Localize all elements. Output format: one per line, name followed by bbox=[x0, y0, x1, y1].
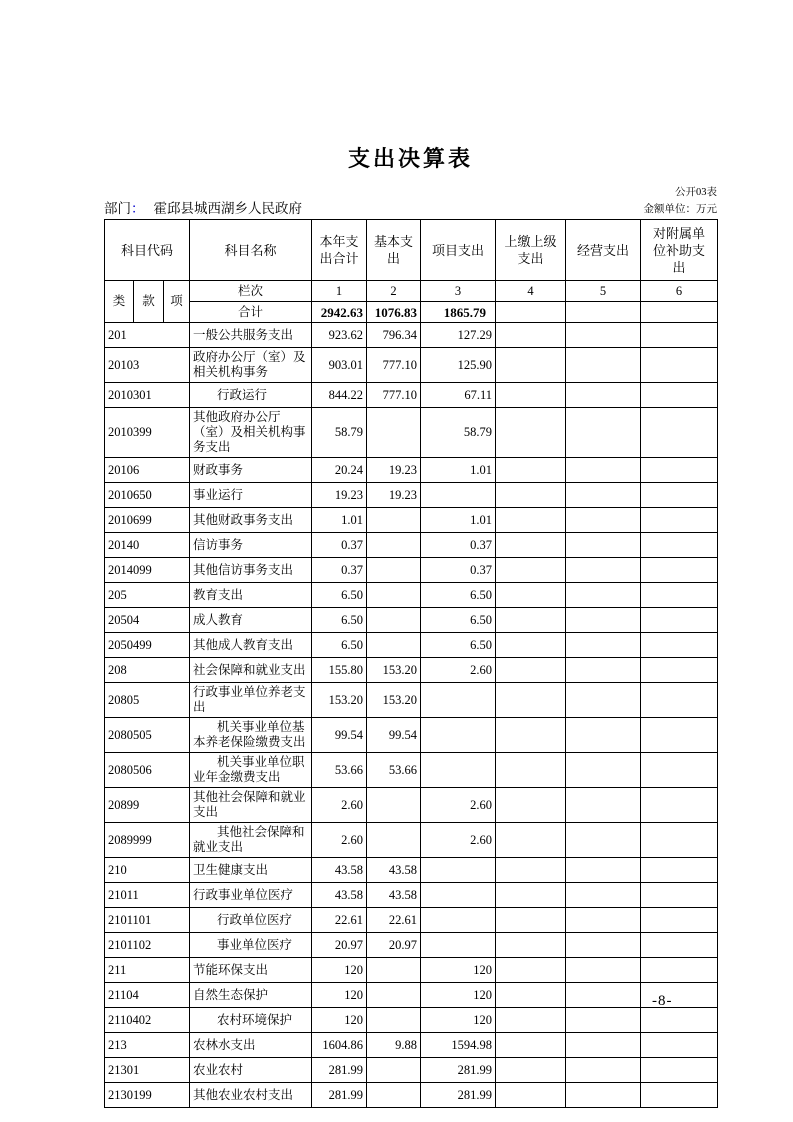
department-name: 霍邱县城西湖乡人民政府 bbox=[153, 201, 302, 216]
subject-name-cell: 农村环境保护 bbox=[190, 1008, 312, 1033]
column-number: 2 bbox=[367, 281, 421, 302]
value-cell bbox=[367, 1083, 421, 1108]
header-row-main bbox=[105, 220, 718, 281]
value-cell bbox=[566, 508, 641, 533]
subject-code-cell: 2050499 bbox=[105, 633, 190, 658]
table-row bbox=[105, 583, 718, 608]
value-cell: 6.50 bbox=[312, 583, 367, 608]
value-cell: 796.34 bbox=[367, 323, 421, 348]
subject-name-cell: 其他财政事务支出 bbox=[190, 508, 312, 533]
meta-row bbox=[104, 200, 717, 217]
value-cell bbox=[566, 323, 641, 348]
table-row bbox=[105, 558, 718, 583]
value-cell bbox=[496, 533, 566, 558]
value-cell: 99.54 bbox=[367, 718, 421, 753]
subject-name-cell: 其他成人教育支出 bbox=[190, 633, 312, 658]
subject-code-cell: 210 bbox=[105, 858, 190, 883]
header-code-item: 项 bbox=[164, 281, 190, 323]
value-cell bbox=[566, 408, 641, 458]
value-cell: 281.99 bbox=[312, 1058, 367, 1083]
subject-code-cell: 2010301 bbox=[105, 383, 190, 408]
value-cell: 155.80 bbox=[312, 658, 367, 683]
subject-code-cell: 211 bbox=[105, 958, 190, 983]
value-cell: 43.58 bbox=[367, 858, 421, 883]
value-cell bbox=[367, 983, 421, 1008]
value-cell bbox=[641, 608, 718, 633]
header-col-subsidy: 对附属单位补助支出 bbox=[641, 220, 718, 281]
value-cell: 281.99 bbox=[421, 1083, 496, 1108]
header-col-operating: 经营支出 bbox=[566, 220, 641, 281]
header-row-index bbox=[105, 281, 718, 302]
value-cell bbox=[496, 408, 566, 458]
value-cell: 6.50 bbox=[421, 633, 496, 658]
subject-code-cell: 2101101 bbox=[105, 908, 190, 933]
subject-name-cell: 自然生态保护 bbox=[190, 983, 312, 1008]
value-cell bbox=[496, 683, 566, 718]
subject-code-cell: 2101102 bbox=[105, 933, 190, 958]
value-cell bbox=[641, 323, 718, 348]
value-cell: 844.22 bbox=[312, 383, 367, 408]
value-cell: 0.37 bbox=[421, 558, 496, 583]
subject-code-cell: 2014099 bbox=[105, 558, 190, 583]
table-row bbox=[105, 508, 718, 533]
value-cell bbox=[566, 858, 641, 883]
value-cell bbox=[421, 683, 496, 718]
column-number: 3 bbox=[421, 281, 496, 302]
value-cell bbox=[566, 558, 641, 583]
subject-code-cell: 208 bbox=[105, 658, 190, 683]
value-cell bbox=[496, 348, 566, 383]
value-cell bbox=[566, 658, 641, 683]
value-cell: 20.97 bbox=[312, 933, 367, 958]
table-row bbox=[105, 933, 718, 958]
value-cell: 153.20 bbox=[312, 683, 367, 718]
subject-name-cell: 节能环保支出 bbox=[190, 958, 312, 983]
value-cell bbox=[641, 933, 718, 958]
value-cell bbox=[367, 633, 421, 658]
value-cell bbox=[421, 933, 496, 958]
subject-code-cell: 21104 bbox=[105, 983, 190, 1008]
subject-name-cell: 行政运行 bbox=[190, 383, 312, 408]
subject-code-cell: 2130199 bbox=[105, 1083, 190, 1108]
value-cell bbox=[641, 823, 718, 858]
table-row bbox=[105, 658, 718, 683]
total-value bbox=[641, 302, 718, 323]
total-value bbox=[496, 302, 566, 323]
value-cell bbox=[496, 1008, 566, 1033]
value-cell bbox=[566, 883, 641, 908]
value-cell: 120 bbox=[421, 958, 496, 983]
table-row bbox=[105, 958, 718, 983]
header-index-label: 栏次 bbox=[190, 281, 312, 302]
value-cell bbox=[566, 753, 641, 788]
subject-code-cell: 20106 bbox=[105, 458, 190, 483]
value-cell bbox=[421, 483, 496, 508]
value-cell: 58.79 bbox=[421, 408, 496, 458]
value-cell bbox=[367, 788, 421, 823]
header-col-annual-total: 本年支出合计 bbox=[312, 220, 367, 281]
table-row bbox=[105, 908, 718, 933]
value-cell bbox=[367, 408, 421, 458]
subject-name-cell: 其他信访事务支出 bbox=[190, 558, 312, 583]
value-cell bbox=[641, 753, 718, 788]
value-cell: 22.61 bbox=[367, 908, 421, 933]
value-cell bbox=[496, 823, 566, 858]
value-cell: 777.10 bbox=[367, 383, 421, 408]
value-cell: 53.66 bbox=[367, 753, 421, 788]
value-cell bbox=[367, 958, 421, 983]
value-cell: 1.01 bbox=[312, 508, 367, 533]
table-row bbox=[105, 533, 718, 558]
value-cell bbox=[566, 633, 641, 658]
table-row bbox=[105, 323, 718, 348]
subject-name-cell: 社会保障和就业支出 bbox=[190, 658, 312, 683]
value-cell: 99.54 bbox=[312, 718, 367, 753]
subject-code-cell: 21301 bbox=[105, 1058, 190, 1083]
value-cell: 127.29 bbox=[421, 323, 496, 348]
value-cell: 9.88 bbox=[367, 1033, 421, 1058]
value-cell bbox=[566, 933, 641, 958]
subject-code-cell: 20805 bbox=[105, 683, 190, 718]
value-cell: 1.01 bbox=[421, 508, 496, 533]
value-cell bbox=[496, 483, 566, 508]
table-row bbox=[105, 883, 718, 908]
subject-name-cell: 机关事业单位职业年金缴费支出 bbox=[190, 753, 312, 788]
value-cell bbox=[641, 583, 718, 608]
subject-name-cell: 农业农村 bbox=[190, 1058, 312, 1083]
document-content bbox=[104, 0, 717, 1108]
value-cell bbox=[421, 883, 496, 908]
value-cell: 777.10 bbox=[367, 348, 421, 383]
value-cell bbox=[496, 1058, 566, 1083]
table-row bbox=[105, 348, 718, 383]
value-cell bbox=[641, 718, 718, 753]
value-cell bbox=[641, 683, 718, 718]
value-cell bbox=[496, 883, 566, 908]
subject-code-cell: 2010650 bbox=[105, 483, 190, 508]
value-cell bbox=[566, 823, 641, 858]
department-line bbox=[104, 200, 302, 217]
value-cell: 125.90 bbox=[421, 348, 496, 383]
value-cell bbox=[641, 958, 718, 983]
value-cell: 2.60 bbox=[421, 823, 496, 858]
value-cell: 120 bbox=[312, 983, 367, 1008]
value-cell bbox=[367, 823, 421, 858]
value-cell bbox=[641, 483, 718, 508]
subject-name-cell: 卫生健康支出 bbox=[190, 858, 312, 883]
value-cell bbox=[566, 1058, 641, 1083]
value-cell: 19.23 bbox=[367, 483, 421, 508]
value-cell bbox=[641, 858, 718, 883]
subject-code-cell: 20140 bbox=[105, 533, 190, 558]
value-cell bbox=[641, 1008, 718, 1033]
value-cell bbox=[421, 908, 496, 933]
subject-name-cell: 事业运行 bbox=[190, 483, 312, 508]
value-cell: 281.99 bbox=[312, 1083, 367, 1108]
subject-code-cell: 205 bbox=[105, 583, 190, 608]
value-cell bbox=[641, 908, 718, 933]
value-cell: 19.23 bbox=[312, 483, 367, 508]
value-cell bbox=[496, 788, 566, 823]
value-cell: 20.97 bbox=[367, 933, 421, 958]
value-cell bbox=[566, 1033, 641, 1058]
value-cell: 43.58 bbox=[367, 883, 421, 908]
value-cell: 22.61 bbox=[312, 908, 367, 933]
page-title: 支出决算表 bbox=[347, 147, 473, 172]
value-cell bbox=[367, 1008, 421, 1033]
column-number: 5 bbox=[566, 281, 641, 302]
table-row bbox=[105, 753, 718, 788]
value-cell bbox=[566, 908, 641, 933]
table-row bbox=[105, 823, 718, 858]
table-row bbox=[105, 608, 718, 633]
department-colon: ： bbox=[131, 201, 145, 216]
table-row bbox=[105, 1083, 718, 1108]
value-cell bbox=[421, 753, 496, 788]
value-cell: 2.60 bbox=[312, 788, 367, 823]
value-cell bbox=[496, 633, 566, 658]
subject-code-cell: 2010399 bbox=[105, 408, 190, 458]
value-cell bbox=[566, 958, 641, 983]
total-row bbox=[105, 302, 718, 323]
value-cell: 120 bbox=[312, 958, 367, 983]
table-row bbox=[105, 1033, 718, 1058]
value-cell bbox=[496, 583, 566, 608]
value-cell bbox=[496, 458, 566, 483]
department-label: 部门 bbox=[104, 201, 131, 216]
value-cell: 67.11 bbox=[421, 383, 496, 408]
table-row bbox=[105, 718, 718, 753]
subject-code-cell: 20899 bbox=[105, 788, 190, 823]
header-col-basic: 基本支出 bbox=[367, 220, 421, 281]
subject-name-cell: 行政事业单位医疗 bbox=[190, 883, 312, 908]
page-number: -8- bbox=[652, 993, 673, 1009]
subject-code-cell: 2010699 bbox=[105, 508, 190, 533]
value-cell bbox=[421, 858, 496, 883]
table-row bbox=[105, 788, 718, 823]
table-row bbox=[105, 983, 718, 1008]
total-value: 1865.79 bbox=[421, 302, 496, 323]
value-cell: 0.37 bbox=[312, 533, 367, 558]
total-value bbox=[566, 302, 641, 323]
value-cell bbox=[641, 658, 718, 683]
value-cell bbox=[566, 383, 641, 408]
value-cell: 0.37 bbox=[312, 558, 367, 583]
value-cell bbox=[496, 753, 566, 788]
value-cell bbox=[566, 483, 641, 508]
value-cell bbox=[566, 1008, 641, 1033]
value-cell: 20.24 bbox=[312, 458, 367, 483]
value-cell: 2.60 bbox=[421, 788, 496, 823]
value-cell bbox=[367, 1058, 421, 1083]
value-cell bbox=[641, 348, 718, 383]
column-number: 4 bbox=[496, 281, 566, 302]
value-cell bbox=[367, 583, 421, 608]
table-row bbox=[105, 633, 718, 658]
value-cell bbox=[496, 323, 566, 348]
value-cell bbox=[566, 458, 641, 483]
value-cell bbox=[496, 908, 566, 933]
value-cell bbox=[566, 1083, 641, 1108]
value-cell bbox=[367, 508, 421, 533]
subject-code-cell: 2080505 bbox=[105, 718, 190, 753]
value-cell bbox=[641, 458, 718, 483]
subject-code-cell: 2089999 bbox=[105, 823, 190, 858]
value-cell bbox=[641, 1058, 718, 1083]
table-row bbox=[105, 683, 718, 718]
subject-name-cell: 其他政府办公厅（室）及相关机构事务支出 bbox=[190, 408, 312, 458]
subject-code-cell: 20103 bbox=[105, 348, 190, 383]
value-cell: 43.58 bbox=[312, 883, 367, 908]
value-cell bbox=[496, 983, 566, 1008]
amount-unit-label: 金额单位：万元 bbox=[643, 204, 717, 215]
expenditure-table bbox=[104, 219, 718, 1108]
subject-code-cell: 2110402 bbox=[105, 1008, 190, 1033]
value-cell bbox=[641, 383, 718, 408]
subject-name-cell: 其他社会保障和就业支出 bbox=[190, 788, 312, 823]
value-cell bbox=[641, 558, 718, 583]
value-cell: 6.50 bbox=[312, 633, 367, 658]
subject-name-cell: 一般公共服务支出 bbox=[190, 323, 312, 348]
value-cell bbox=[566, 583, 641, 608]
value-cell: 58.79 bbox=[312, 408, 367, 458]
table-row bbox=[105, 858, 718, 883]
value-cell: 19.23 bbox=[367, 458, 421, 483]
value-cell: 281.99 bbox=[421, 1058, 496, 1083]
value-cell bbox=[496, 383, 566, 408]
subject-name-cell: 信访事务 bbox=[190, 533, 312, 558]
subject-name-cell: 行政事业单位养老支出 bbox=[190, 683, 312, 718]
total-label: 合计 bbox=[190, 302, 312, 323]
table-row bbox=[105, 483, 718, 508]
subject-code-cell: 20504 bbox=[105, 608, 190, 633]
value-cell: 120 bbox=[312, 1008, 367, 1033]
value-cell bbox=[566, 348, 641, 383]
table-body bbox=[105, 323, 718, 1108]
value-cell bbox=[641, 408, 718, 458]
value-cell bbox=[566, 788, 641, 823]
header-subject-code: 科目代码 bbox=[105, 220, 190, 281]
value-cell bbox=[367, 533, 421, 558]
subject-name-cell: 教育支出 bbox=[190, 583, 312, 608]
subject-name-cell: 其他农业农村支出 bbox=[190, 1083, 312, 1108]
table-row bbox=[105, 1058, 718, 1083]
value-cell: 153.20 bbox=[367, 658, 421, 683]
value-cell bbox=[421, 718, 496, 753]
value-cell bbox=[496, 933, 566, 958]
subject-name-cell: 其他社会保障和就业支出 bbox=[190, 823, 312, 858]
subject-code-cell: 213 bbox=[105, 1033, 190, 1058]
header-col-project: 项目支出 bbox=[421, 220, 496, 281]
value-cell: 153.20 bbox=[367, 683, 421, 718]
value-cell bbox=[566, 533, 641, 558]
column-number: 6 bbox=[641, 281, 718, 302]
value-cell: 53.66 bbox=[312, 753, 367, 788]
value-cell: 903.01 bbox=[312, 348, 367, 383]
value-cell: 43.58 bbox=[312, 858, 367, 883]
form-number-label: 公开03表 bbox=[675, 187, 717, 198]
subject-code-cell: 201 bbox=[105, 323, 190, 348]
value-cell: 6.50 bbox=[421, 583, 496, 608]
subject-name-cell: 事业单位医疗 bbox=[190, 933, 312, 958]
value-cell bbox=[566, 608, 641, 633]
column-number: 1 bbox=[312, 281, 367, 302]
total-value: 1076.83 bbox=[367, 302, 421, 323]
value-cell: 120 bbox=[421, 983, 496, 1008]
value-cell: 120 bbox=[421, 1008, 496, 1033]
value-cell bbox=[641, 1083, 718, 1108]
header-subject-name: 科目名称 bbox=[190, 220, 312, 281]
value-cell bbox=[641, 533, 718, 558]
value-cell bbox=[496, 858, 566, 883]
value-cell bbox=[496, 508, 566, 533]
subject-name-cell: 财政事务 bbox=[190, 458, 312, 483]
value-cell: 2.60 bbox=[312, 823, 367, 858]
value-cell bbox=[641, 633, 718, 658]
table-row bbox=[105, 1008, 718, 1033]
header-code-section: 款 bbox=[134, 281, 164, 323]
value-cell: 1.01 bbox=[421, 458, 496, 483]
value-cell bbox=[496, 1083, 566, 1108]
subject-code-cell: 2080506 bbox=[105, 753, 190, 788]
value-cell bbox=[496, 958, 566, 983]
total-value: 2942.63 bbox=[312, 302, 367, 323]
value-cell bbox=[367, 558, 421, 583]
value-cell bbox=[641, 508, 718, 533]
subject-name-cell: 行政单位医疗 bbox=[190, 908, 312, 933]
value-cell bbox=[496, 558, 566, 583]
header-code-class: 类 bbox=[105, 281, 134, 323]
header-col-upturned: 上缴上级支出 bbox=[496, 220, 566, 281]
value-cell: 6.50 bbox=[312, 608, 367, 633]
table-row bbox=[105, 383, 718, 408]
subject-name-cell: 机关事业单位基本养老保险缴费支出 bbox=[190, 718, 312, 753]
subject-code-cell: 21011 bbox=[105, 883, 190, 908]
value-cell bbox=[566, 983, 641, 1008]
value-cell bbox=[496, 1033, 566, 1058]
value-cell: 6.50 bbox=[421, 608, 496, 633]
value-cell bbox=[496, 718, 566, 753]
value-cell bbox=[367, 608, 421, 633]
value-cell bbox=[641, 1033, 718, 1058]
table-row bbox=[105, 458, 718, 483]
subject-name-cell: 成人教育 bbox=[190, 608, 312, 633]
table-row bbox=[105, 408, 718, 458]
value-cell bbox=[641, 883, 718, 908]
value-cell: 2.60 bbox=[421, 658, 496, 683]
value-cell bbox=[566, 683, 641, 718]
value-cell: 923.62 bbox=[312, 323, 367, 348]
subject-name-cell: 政府办公厅（室）及相关机构事务 bbox=[190, 348, 312, 383]
value-cell bbox=[496, 608, 566, 633]
value-cell bbox=[641, 788, 718, 823]
subject-name-cell: 农林水支出 bbox=[190, 1033, 312, 1058]
value-cell bbox=[496, 658, 566, 683]
value-cell: 1604.86 bbox=[312, 1033, 367, 1058]
value-cell: 1594.98 bbox=[421, 1033, 496, 1058]
value-cell: 0.37 bbox=[421, 533, 496, 558]
value-cell bbox=[566, 718, 641, 753]
